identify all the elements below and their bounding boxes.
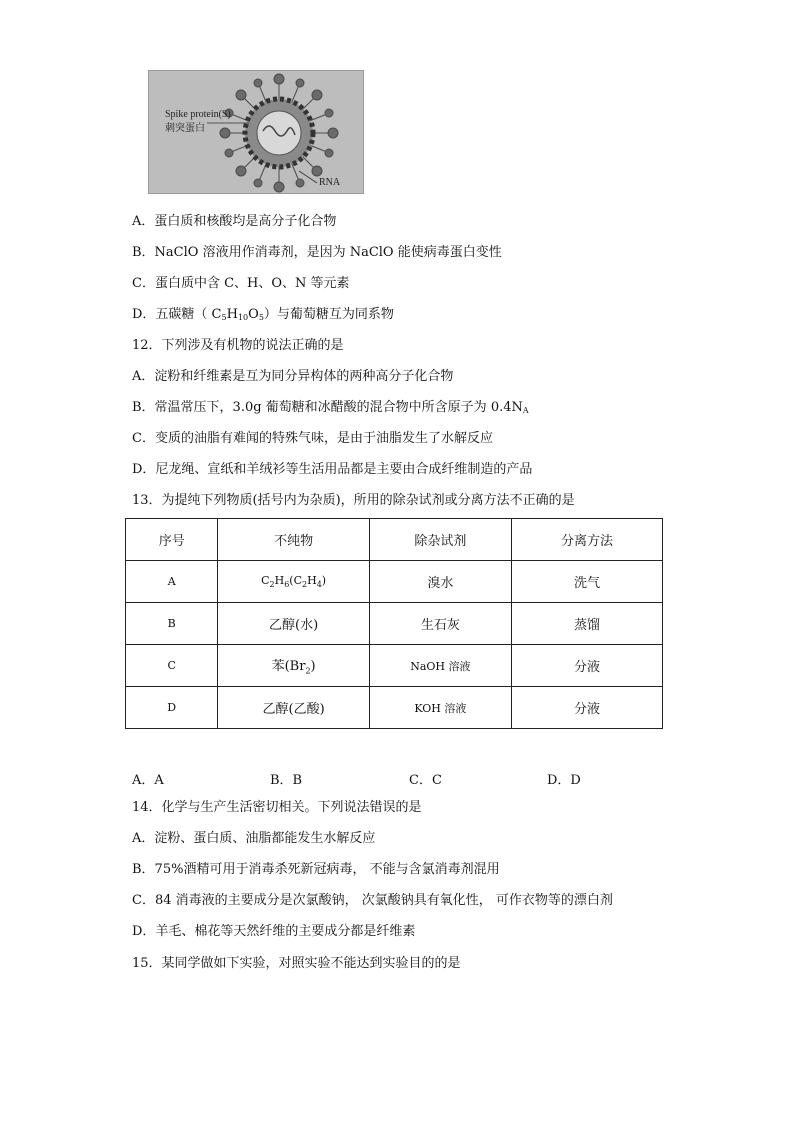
q11-option-c: C．蛋白质中含 C、H、O、N 等元素 <box>132 276 350 291</box>
q13-option-b: B．B <box>270 773 303 788</box>
q14-option-a: A．淀粉、蛋白质、油脂都能发生水解反应 <box>132 831 376 846</box>
q11-option-b: B．NaClO 溶液用作消毒剂，是因为 NaClO 能使病毒蛋白变性 <box>132 245 502 260</box>
row-b-method: 蒸馏 <box>511 603 662 645</box>
q15-stem: 15．某同学做如下实验，对照实验不能达到实验目的的是 <box>132 956 461 971</box>
q11-d-sub3: 5 <box>258 313 264 322</box>
q13-stem: 13．为提纯下列物质(括号内为杂质)，所用的除杂试剂或分离方法不正确的是 <box>132 493 575 508</box>
q11-d-sub1: 5 <box>221 313 227 322</box>
q11-d-post: ）与葡萄糖互为同系物 <box>263 307 394 322</box>
q12-stem: 12．下列涉及有机物的说法正确的是 <box>132 338 344 353</box>
q12-b-text: B．常温常压下，3.0g 葡萄糖和冰醋酸的混合物中所含原子为 0.4N <box>132 400 523 415</box>
table-row <box>126 645 663 687</box>
q14-stem: 14．化学与生产生活密切相关。下列说法错误的是 <box>132 800 422 815</box>
q13-options <box>0 769 794 788</box>
header-index: 序号 <box>126 519 218 561</box>
table-row <box>126 561 663 603</box>
row-a-f3s: 2 <box>302 580 308 590</box>
q14-option-b: B．75%酒精可用于消毒杀死新冠病毒， 不能与含氯消毒剂混用 <box>132 862 500 877</box>
virus-diagram <box>148 70 364 194</box>
row-c-f1s: 2 <box>305 666 311 676</box>
row-a-f5: ) <box>321 573 327 587</box>
table-header-row <box>126 519 663 561</box>
row-b-impure: 乙醇(水) <box>218 603 369 645</box>
q11-d-o: O <box>248 307 259 322</box>
row-b-reagent: 生石灰 <box>369 603 511 645</box>
purification-table <box>125 518 663 729</box>
row-a-id: A <box>126 561 218 603</box>
row-d-method: 分液 <box>511 687 662 729</box>
q11-d-h: H <box>226 307 238 322</box>
q13-option-c: C．C <box>409 773 442 788</box>
q13-option-d: D．D <box>547 773 581 788</box>
spike-protein-label: Spike protein(S) <box>165 109 231 120</box>
row-c-impure <box>218 645 369 687</box>
row-a-f2: H <box>274 573 285 587</box>
row-c-f2: ) <box>310 659 316 675</box>
row-a-f2s: 6 <box>284 580 290 590</box>
q12-b-sub: A <box>522 406 529 415</box>
row-a-reagent: 溴水 <box>369 561 511 603</box>
row-a-f4: H <box>307 573 317 587</box>
row-a-method: 洗气 <box>511 561 662 603</box>
q11-option-a: A．蛋白质和核酸均是高分子化合物 <box>132 214 337 229</box>
row-a-f1: C <box>261 573 270 587</box>
q12-option-d: D．尼龙绳、宣纸和羊绒衫等生活用品都是主要由合成纤维制造的产品 <box>132 462 533 477</box>
row-c-id: C <box>126 645 218 687</box>
spike-protein-cn-label: 刺突蛋白 <box>165 123 205 134</box>
table-row <box>126 687 663 729</box>
header-impure: 不纯物 <box>218 519 369 561</box>
row-a-f4s: 4 <box>316 580 322 590</box>
row-d-impure: 乙醇(乙酸) <box>218 687 369 729</box>
rna-label: RNA <box>319 177 341 188</box>
q14-option-d: D．羊毛、棉花等天然纤维的主要成分都是纤维素 <box>132 924 416 939</box>
row-d-id: D <box>126 687 218 729</box>
q12-option-b <box>132 400 529 419</box>
row-c-f1: 苯(Br <box>271 659 306 675</box>
row-b-id: B <box>126 603 218 645</box>
table-row <box>126 603 663 645</box>
header-reagent: 除杂试剂 <box>369 519 511 561</box>
q12-option-a: A．淀粉和纤维素是互为同分异构体的两种高分子化合物 <box>132 369 454 384</box>
row-a-f1s: 2 <box>269 580 275 590</box>
q13-option-a: A．A <box>132 773 164 788</box>
row-a-impure <box>218 561 369 603</box>
q11-option-d <box>132 307 394 326</box>
q11-d-pre: D．五碳糖（ C <box>132 307 222 322</box>
q14-option-c: C．84 消毒液的主要成分是次氯酸钠， 次氯酸钠具有氧化性， 可作衣物等的漂白剂 <box>132 893 613 908</box>
header-method: 分离方法 <box>511 519 662 561</box>
row-c-reagent: NaOH 溶液 <box>369 645 511 687</box>
q12-option-c: C．变质的油脂有难闻的特殊气味，是由于油脂发生了水解反应 <box>132 431 493 446</box>
row-c-method: 分液 <box>511 645 662 687</box>
row-a-f3: (C <box>289 573 303 587</box>
row-d-reagent: KOH 溶液 <box>369 687 511 729</box>
q11-d-sub2: 10 <box>237 313 249 322</box>
